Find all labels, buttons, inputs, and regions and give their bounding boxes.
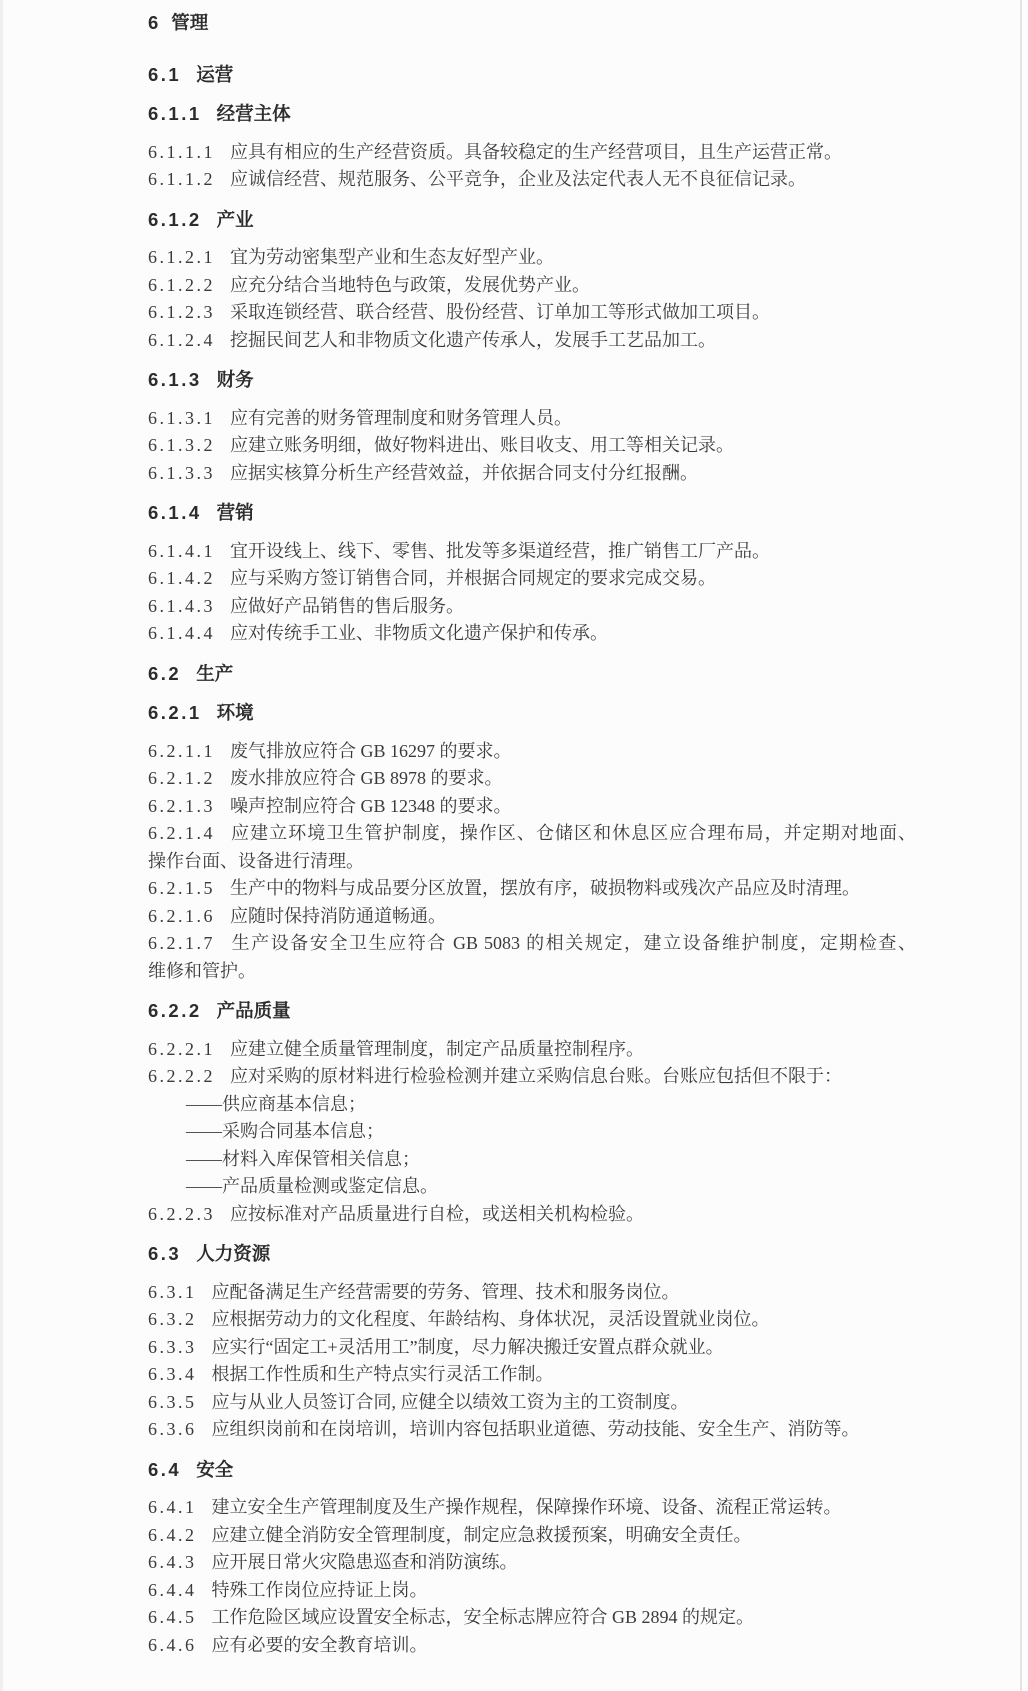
heading-text: 营销 [216,502,254,523]
clause-6.3.2 [148,1306,916,1334]
clause-6.1.2.1 [148,244,916,272]
clause-number: 6.1.2.3 [148,302,215,322]
clause-6.2.1.4 [148,820,916,848]
clause-text: 宜为劳动密集型产业和生态友好型产业。 [230,247,554,267]
section-heading-6.1 [148,61,916,89]
subsection-heading-6.2.1 [148,699,916,727]
clause-number: 6.1.1 [148,103,202,124]
clause-number: 6.3.3 [148,1336,197,1357]
clause-text: 应有完善的财务管理制度和财务管理人员。 [230,407,572,428]
clause-number: 6.4.6 [148,1634,197,1655]
clause-6.2.1.1 [148,738,916,766]
clause-number: 6.2.1.1 [148,740,215,761]
dash-list-item [148,1091,916,1119]
clause-6.1.2.3 [148,299,916,327]
heading-text: 经营主体 [216,103,291,124]
clause-number: 6.1.3.2 [148,435,215,455]
clause-number: 6.1.4 [148,502,202,523]
clause-text: 建立安全生产管理制度及生产操作规程，保障操作环境、设备、流程正常运转。 [211,1497,842,1517]
clause-number: 6.4.5 [148,1607,197,1627]
clause-number: 6.2.1.2 [148,768,215,788]
clause-6.1.1.2 [148,166,916,194]
clause-text: 应与采购方签订销售合同，并根据合同规定的要求完成交易。 [230,568,716,588]
clause-text: 应根据劳动力的文化程度、年龄结构、身体状况，灵活设置就业岗位。 [211,1309,770,1329]
clause-text: 应组织岗前和在岗培训，培训内容包括职业道德、劳动技能、安全生产、消防等。 [211,1419,860,1439]
heading-text: 环境 [216,702,254,723]
clause-text: 宜开设线上、线下、零售、批发等多渠道经营，推广销售工厂产品。 [230,540,770,561]
clause-number: 6.1.1.1 [148,141,215,162]
clause-number: 6.3.1 [148,1281,197,1302]
clause-number: 6.1.4.1 [148,540,215,561]
clause-number: 6.3.5 [148,1391,197,1412]
clause-6.3.6 [148,1416,916,1444]
clause-6.2.1.5 [148,875,916,903]
clause-number: 6.1.2 [148,208,202,230]
clause-number: 6.2.1.3 [148,795,215,816]
clause-text: 生产设备安全卫生应符合 GB 5083 的相关规定，建立设备维护制度，定期检查、 [230,933,916,953]
clause-text: 应建立环境卫生管护制度，操作区、仓储区和休息区应合理布局，并定期对地面、 [230,823,916,843]
clause-text: 应按标准对产品质量进行自检，或送相关机构检验。 [230,1203,644,1224]
heading-text: 生产 [196,662,234,684]
clause-6.2.1.3 [148,793,916,821]
clause-text: 根据工作性质和生产特点实行灵活工作制。 [211,1364,554,1384]
clause-number: 6.3.4 [148,1364,197,1384]
clause-text: ——材料入库保管相关信息； [186,1148,420,1169]
dash-list-item [148,1173,916,1201]
scan-edge-right [1020,0,1022,1691]
scan-edge-left [0,0,3,1691]
clause-6.4.1 [148,1494,916,1522]
clause-6.1.3.1 [148,405,916,433]
clause-6.1.4.3 [148,593,916,621]
clause-text: 操作台面、设备进行清理。 [148,850,364,871]
clause-text: ——供应商基本信息； [186,1093,366,1114]
chapter-heading-6 [148,9,916,37]
clause-text: 应诚信经营、规范服务、公平竞争，企业及法定代表人无不良征信记录。 [230,169,806,189]
clause-number: 6.1.1.2 [148,169,215,189]
heading-text: 人力资源 [196,1243,271,1264]
clause-6.1.1.1 [148,139,916,167]
clause-text: 采取连锁经营、联合经营、股份经营、订单加工等形式做加工项目。 [230,302,770,322]
clause-6.4.3 [148,1549,916,1577]
clause-6.4.4 [148,1577,916,1605]
heading-text: 管理 [171,12,209,33]
clause-text: 特殊工作岗位应持证上岗。 [211,1579,428,1600]
subsection-heading-6.1.3 [148,366,916,394]
clause-number: 6.1.2.2 [148,274,215,295]
clause-text: 应做好产品销售的售后服务。 [230,595,464,616]
clause-text: ——产品质量检测或鉴定信息。 [186,1176,438,1196]
clause-6.4.2 [148,1522,916,1550]
clause-text: 应建立健全质量管理制度，制定产品质量控制程序。 [230,1038,644,1059]
clause-continuation-line [148,848,916,876]
clause-number: 6.2.1.4 [148,823,215,843]
clause-text: 应实行“固定工+灵活用工”制度，尽力解决搬迁安置点群众就业。 [211,1336,724,1357]
clause-text: ——采购合同基本信息； [186,1121,384,1141]
subsection-heading-6.1.1 [148,100,916,128]
clause-number: 6.1.3 [148,369,202,390]
clause-number: 6.1.3.1 [148,407,215,428]
clause-6.1.3.2 [148,432,916,460]
clause-number: 6.4.3 [148,1552,197,1572]
heading-text: 产业 [216,208,254,230]
clause-6.3.5 [148,1389,916,1417]
clause-number: 6.2 [148,662,182,684]
clause-text: 应开展日常火灾隐患巡查和消防演练。 [211,1552,518,1572]
clause-number: 6.3 [148,1243,182,1264]
clause-text: 工作危险区域应设置安全标志，安全标志牌应符合 GB 2894 的规定。 [211,1607,755,1627]
clause-6.3.1 [148,1279,916,1307]
clause-6.4.6 [148,1632,916,1660]
clause-text: 应建立健全消防安全管理制度，制定应急救援预案，明确安全责任。 [211,1524,752,1545]
heading-text: 运营 [196,63,234,85]
clause-text: 应对传统手工业、非物质文化遗产保护和传承。 [230,623,608,643]
clause-text: 应配备满足生产经营需要的劳务、管理、技术和服务岗位。 [211,1281,680,1302]
clause-number: 6.2.2 [148,1000,202,1021]
clause-text: 噪声控制应符合 GB 12348 的要求。 [230,795,512,816]
clause-text: 应充分结合当地特色与政策，发展优势产业。 [230,274,590,295]
clause-text: 应具有相应的生产经营资质。具备较稳定的生产经营项目，且生产运营正常。 [230,141,842,162]
section-heading-6.2 [148,660,916,688]
clause-6.2.1.6 [148,903,916,931]
clause-text: 应与从业人员签订合同, 应健全以绩效工资为主的工资制度。 [211,1391,689,1412]
clause-6.1.4.4 [148,620,916,648]
clause-text: 应有必要的安全教育培训。 [211,1634,428,1655]
clause-number: 6.3.6 [148,1419,197,1439]
clause-6.2.2.1 [148,1036,916,1064]
clause-6.1.2.2 [148,272,916,300]
clause-text: 维修和管护。 [148,960,256,981]
clause-number: 6.1.4.4 [148,623,215,643]
clause-number: 6.1.2.1 [148,247,215,267]
clause-number: 6.4.1 [148,1497,197,1517]
clause-number: 6.2.2.2 [148,1066,215,1086]
clause-number: 6.2.1 [148,702,202,723]
dash-list-item [148,1146,916,1174]
clause-number: 6.4 [148,1458,182,1480]
clause-text: 废水排放应符合 GB 8978 的要求。 [230,768,503,788]
clause-number: 6.1.3.3 [148,462,215,483]
clause-6.1.2.4 [148,327,916,355]
section-heading-6.3 [148,1240,916,1268]
clause-number: 6.1 [148,63,182,85]
clause-text: 废气排放应符合 GB 16297 的要求。 [230,740,512,761]
clause-text: 应据实核算分析生产经营效益，并依据合同支付分红报酬。 [230,462,698,483]
standard-document-body [148,9,916,1659]
clause-number: 6.2.1.7 [148,933,215,953]
clause-number: 6.4.4 [148,1579,197,1600]
clause-number: 6.2.1.5 [148,878,215,898]
clause-continuation-line [148,958,916,986]
section-heading-6.4 [148,1456,916,1484]
dash-list-item [148,1118,916,1146]
subsection-heading-6.2.2 [148,997,916,1025]
heading-text: 产品质量 [216,1000,291,1021]
clause-text: 应建立账务明细，做好物料进出、账目收支、用工等相关记录。 [230,435,734,455]
clause-text: 应随时保持消防通道畅通。 [230,905,446,926]
clause-number: 6.1.2.4 [148,329,215,350]
clause-6.1.4.1 [148,538,916,566]
clause-6.1.4.2 [148,565,916,593]
subsection-heading-6.1.4 [148,499,916,527]
clause-number: 6.1.4.3 [148,595,215,616]
clause-number: 6 [148,12,159,33]
clause-6.2.1.7 [148,930,916,958]
heading-text: 安全 [196,1458,234,1480]
clause-text: 生产中的物料与成品要分区放置，摆放有序，破损物料或残次产品应及时清理。 [230,878,860,898]
clause-number: 6.3.2 [148,1309,197,1329]
clause-number: 6.4.2 [148,1524,197,1545]
subsection-heading-6.1.2 [148,206,916,234]
clause-text: 应对采购的原材料进行检验检测并建立采购信息台账。台账应包括但不限于： [230,1066,842,1086]
clause-6.4.5 [148,1604,916,1632]
clause-6.2.2.2 [148,1063,916,1091]
clause-text: 挖掘民间艺人和非物质文化遗产传承人，发展手工艺品加工。 [230,329,716,350]
clause-6.2.1.2 [148,765,916,793]
clause-6.1.3.3 [148,460,916,488]
clause-number: 6.2.2.3 [148,1203,215,1224]
clause-number: 6.2.2.1 [148,1038,215,1059]
clause-6.2.2.3 [148,1201,916,1229]
heading-text: 财务 [216,369,254,390]
clause-number: 6.1.4.2 [148,568,215,588]
clause-number: 6.2.1.6 [148,905,215,926]
clause-6.3.3 [148,1334,916,1362]
clause-6.3.4 [148,1361,916,1389]
